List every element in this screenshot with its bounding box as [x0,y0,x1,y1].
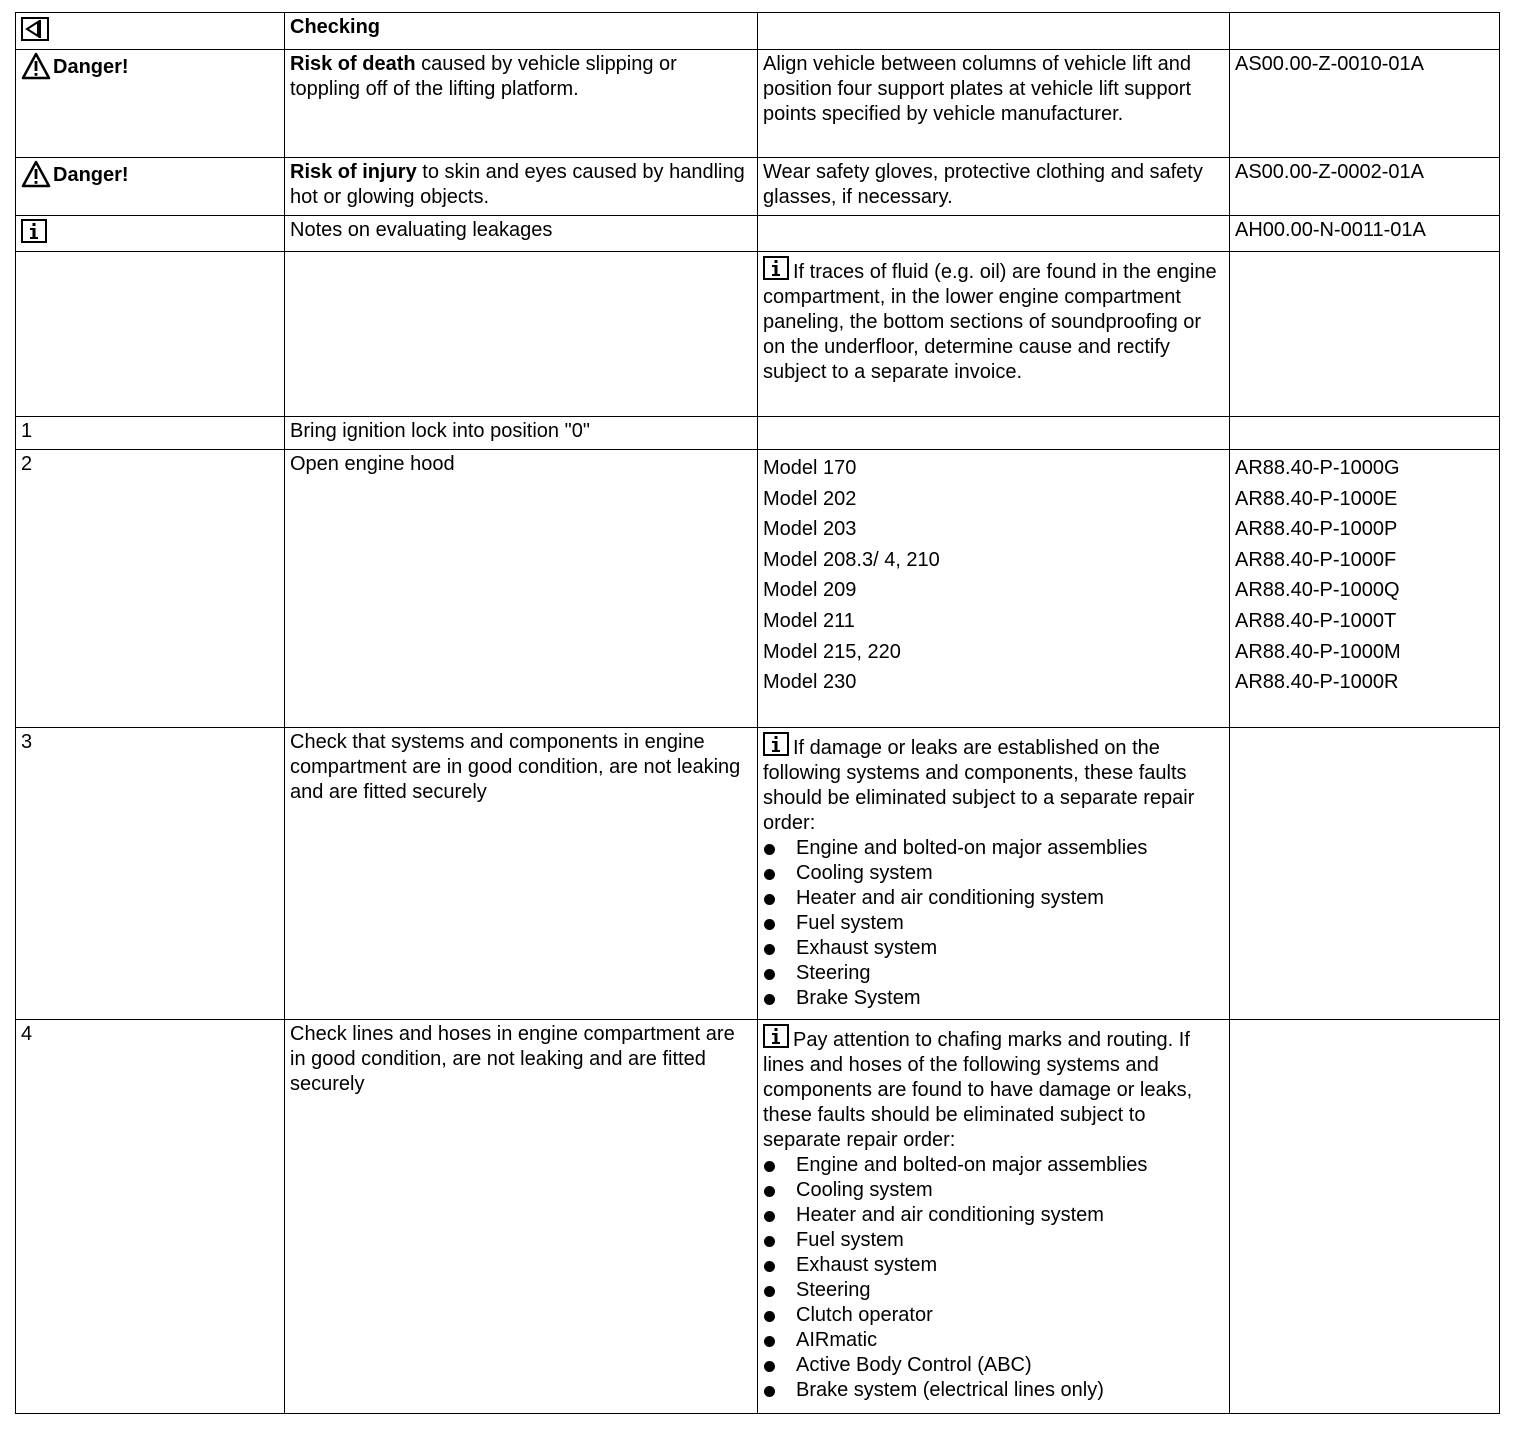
bullet-icon [764,1311,775,1322]
list-item [763,886,1224,911]
back-arrow-icon[interactable] [21,17,49,41]
list-item [763,1228,1224,1253]
reference-link[interactable]: AS00.00-Z-0002-01A [1235,161,1425,183]
bullet-icon [764,1186,775,1197]
list-item [763,1303,1224,1328]
bullet-icon [764,1361,775,1372]
fluid-note-text: If traces of fluid (e.g. oil) are found in the engine compartment, in the lower engine compartment paneling, the bottom sections of soundproofing or on the underfloor, determine cause and rectify subject to a separate invoice. [763,261,1217,383]
step-number: 2 [21,453,33,475]
list-item-label: Exhaust system [796,1254,938,1276]
step-row-4 [16,1020,1500,1414]
model-item: Model 211 [763,609,855,632]
bullet-icon [764,919,775,930]
bullet-icon [764,1236,775,1247]
list-item [763,1203,1224,1228]
list-item-label: Active Body Control (ABC) [796,1354,1032,1376]
system-list [763,836,1224,1011]
system-list [763,1153,1224,1403]
page-title: Checking [290,16,381,38]
bullet-icon [764,944,775,955]
safety-measure: Align vehicle between columns of vehicle lift and position four support plates at vehicle lift support points specified by vehicle manufacturer. [763,53,1192,125]
list-item [763,836,1224,861]
step-row-3 [16,728,1500,1020]
list-item-label: AIRmatic [796,1329,878,1351]
info-icon[interactable] [21,219,47,243]
danger-row-2 [16,158,1500,216]
list-item-label: Engine and bolted-on major assemblies [796,1154,1148,1176]
step-number: 3 [21,731,33,753]
risk-description: to skin and eyes caused by handling hot or glowing objects. [290,161,745,208]
list-item-label: Cooling system [796,1179,933,1201]
model-item: Model 209 [763,579,857,602]
list-item [763,961,1224,986]
bullet-icon [764,1286,775,1297]
list-item [763,936,1224,961]
step-text: Open engine hood [290,453,455,475]
bullet-icon [764,1161,775,1172]
list-item-label: Steering [796,962,871,984]
reference-link[interactable]: AR88.40-P-1000E [1235,487,1398,510]
bullet-icon [764,844,775,855]
fluid-note [763,256,1224,385]
safety-measure: Wear safety gloves, protective clothing and safety glasses, if necessary. [763,161,1203,208]
list-item-label: Heater and air conditioning system [796,1204,1104,1226]
warning-triangle-icon [21,160,51,188]
bullet-icon [764,1386,775,1397]
reference-link[interactable]: AR88.40-P-1000R [1235,671,1399,694]
danger-label: Danger! [53,56,129,78]
bullet-icon [764,1211,775,1222]
list-item-label: Heater and air conditioning system [796,887,1104,909]
bullet-icon [764,869,775,880]
list-item-label: Steering [796,1279,871,1301]
bullet-icon [764,1261,775,1272]
risk-title: Risk of injury [290,161,417,183]
list-item-label: Brake system (electrical lines only) [796,1379,1104,1401]
model-item: Model 215, 220 [763,640,901,663]
reference-link[interactable]: AR88.40-P-1000P [1235,518,1398,541]
risk-description: caused by vehicle slipping or toppling off of the lifting platform. [290,53,677,100]
reference-link[interactable]: AR88.40-P-1000M [1235,640,1401,663]
fluid-note-row [16,252,1500,417]
reference-link[interactable]: AR88.40-P-1000G [1235,457,1400,479]
list-item [763,861,1224,886]
risk-title: Risk of death [290,53,416,75]
list-item-label: Engine and bolted-on major assemblies [796,837,1148,859]
model-ref-list [1235,453,1494,698]
step-note-text: Pay attention to chafing marks and routing. If lines and hoses of the following systems and components are found to have damage or leaks, these faults should be eliminated subject to separate repair order: [763,1029,1193,1151]
procedure-table [15,12,1500,1414]
list-item-label: Fuel system [796,912,904,934]
info-icon [763,1024,789,1048]
list-item [763,1253,1224,1278]
step-row-2 [16,450,1500,728]
bullet-icon [764,994,775,1005]
list-item [763,1278,1224,1303]
list-item-label: Exhaust system [796,937,938,959]
bullet-icon [764,1336,775,1347]
list-item [763,1328,1224,1353]
list-item [763,1153,1224,1178]
danger-row-1 [16,50,1500,158]
reference-link[interactable]: AS00.00-Z-0010-01A [1235,53,1425,75]
model-list [763,453,1224,698]
info-icon [763,256,789,280]
list-item-label: Fuel system [796,1229,904,1251]
bullet-icon [764,969,775,980]
list-item [763,1178,1224,1203]
danger-label: Danger! [53,164,129,186]
model-item: Model 208.3/ 4, 210 [763,548,940,571]
list-item-label: Cooling system [796,862,933,884]
list-item-label: Brake System [796,987,921,1009]
step-note [763,1024,1224,1153]
model-item: Model 203 [763,518,857,541]
list-item-label: Clutch operator [796,1304,933,1326]
reference-link[interactable]: AR88.40-P-1000F [1235,548,1397,571]
list-item [763,986,1224,1011]
warning-triangle-icon [21,52,51,80]
bullet-icon [764,894,775,905]
step-row-1 [16,417,1500,450]
list-item [763,1378,1224,1403]
notes-title: Notes on evaluating leakages [290,219,553,241]
list-item [763,911,1224,936]
reference-link[interactable]: AR88.40-P-1000Q [1235,579,1400,602]
step-number: 4 [21,1023,33,1045]
step-text: Bring ignition lock into position "0" [290,420,590,442]
info-icon [763,732,789,756]
model-item: Model 230 [763,671,857,694]
notes-row [16,216,1500,252]
step-number: 1 [21,420,33,442]
model-item: Model 170 [763,457,857,479]
step-text: Check lines and hoses in engine compartment are in good condition, are not leaking and are fitted securely [290,1023,735,1095]
step-note-text: If damage or leaks are established on the following systems and components, these faults should be eliminated subject to a separate repair order: [763,737,1195,834]
header-row [16,13,1500,50]
reference-link[interactable]: AR88.40-P-1000T [1235,609,1397,632]
model-item: Model 202 [763,487,857,510]
step-note [763,732,1224,836]
step-text: Check that systems and components in engine compartment are in good condition, are not leaking and are fitted securely [290,731,741,803]
list-item [763,1353,1224,1378]
reference-link[interactable]: AH00.00-N-0011-01A [1235,219,1426,241]
